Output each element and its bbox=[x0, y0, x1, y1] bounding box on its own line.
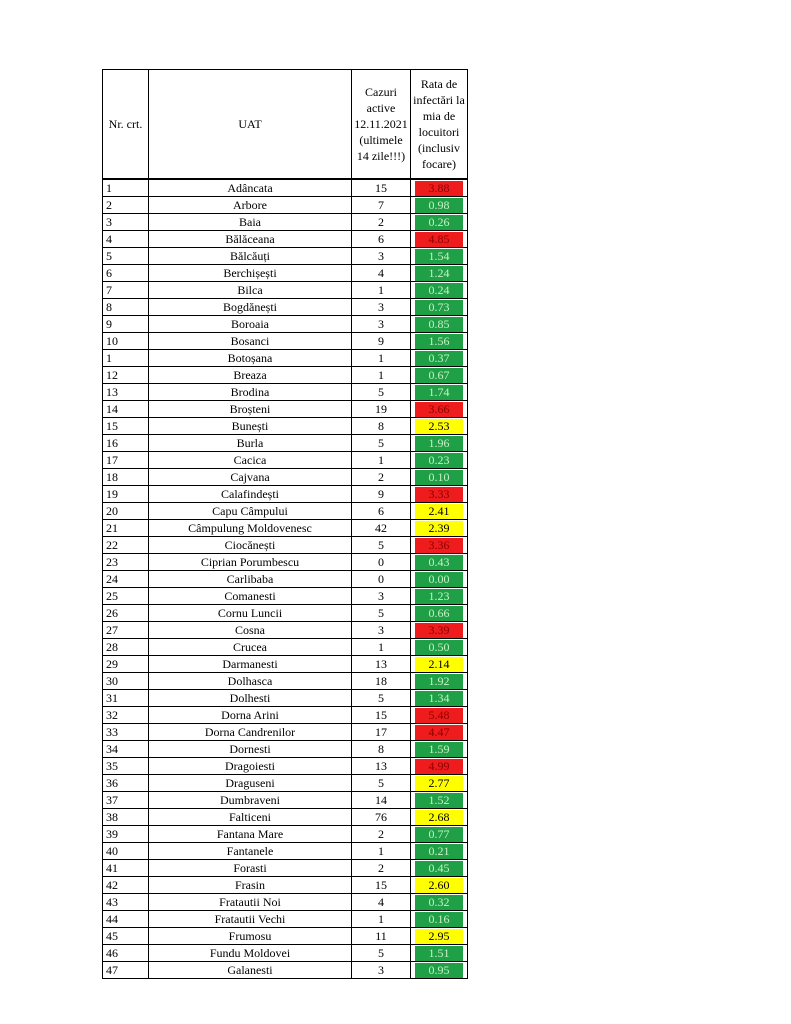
row-number: 7 bbox=[103, 282, 149, 299]
row-number: 34 bbox=[103, 741, 149, 758]
active-cases: 2 bbox=[352, 826, 411, 843]
uat-name: Cajvana bbox=[149, 469, 352, 486]
infection-rate-value: 2.77 bbox=[415, 776, 463, 791]
table-header bbox=[103, 70, 468, 180]
active-cases: 5 bbox=[352, 537, 411, 554]
row-number: 43 bbox=[103, 894, 149, 911]
active-cases: 3 bbox=[352, 622, 411, 639]
infection-rate-cell bbox=[411, 945, 468, 962]
active-cases: 5 bbox=[352, 384, 411, 401]
row-number: 41 bbox=[103, 860, 149, 877]
row-number: 14 bbox=[103, 401, 149, 418]
uat-name: Ciocănești bbox=[149, 537, 352, 554]
table-row bbox=[103, 418, 468, 435]
row-number: 15 bbox=[103, 418, 149, 435]
uat-name: Bălăceana bbox=[149, 231, 352, 248]
table-row bbox=[103, 231, 468, 248]
uat-name: Dragoiesti bbox=[149, 758, 352, 775]
infection-rate-value: 0.77 bbox=[415, 827, 463, 842]
active-cases: 5 bbox=[352, 945, 411, 962]
infection-rate-cell bbox=[411, 401, 468, 418]
infection-rate-value: 1.96 bbox=[415, 436, 463, 451]
infection-rate-value: 2.68 bbox=[415, 810, 463, 825]
infection-rate-cell bbox=[411, 843, 468, 860]
infection-rate-value: 0.98 bbox=[415, 198, 463, 213]
active-cases: 4 bbox=[352, 894, 411, 911]
infection-rate-value: 0.43 bbox=[415, 555, 463, 570]
active-cases: 1 bbox=[352, 452, 411, 469]
active-cases: 2 bbox=[352, 469, 411, 486]
table-row bbox=[103, 452, 468, 469]
infection-rate-value: 1.74 bbox=[415, 385, 463, 400]
active-cases: 5 bbox=[352, 775, 411, 792]
infection-rate-value: 3.36 bbox=[415, 538, 463, 553]
infection-rate-cell bbox=[411, 707, 468, 724]
infection-rate-value: 0.24 bbox=[415, 283, 463, 298]
active-cases: 1 bbox=[352, 843, 411, 860]
infection-rate-cell bbox=[411, 758, 468, 775]
active-cases: 1 bbox=[352, 639, 411, 656]
infection-rate-cell bbox=[411, 316, 468, 333]
uat-name: Cacica bbox=[149, 452, 352, 469]
infection-rate-cell bbox=[411, 435, 468, 452]
row-number: 37 bbox=[103, 792, 149, 809]
row-number: 5 bbox=[103, 248, 149, 265]
active-cases: 14 bbox=[352, 792, 411, 809]
uat-name: Capu Câmpului bbox=[149, 503, 352, 520]
row-number: 8 bbox=[103, 299, 149, 316]
table-row bbox=[103, 282, 468, 299]
infection-rate-cell bbox=[411, 571, 468, 588]
row-number: 25 bbox=[103, 588, 149, 605]
infection-rate-cell bbox=[411, 214, 468, 231]
uat-name: Bogdănești bbox=[149, 299, 352, 316]
table-row bbox=[103, 860, 468, 877]
active-cases: 13 bbox=[352, 656, 411, 673]
infection-rate-cell bbox=[411, 639, 468, 656]
header-active-cases: Cazuri active 12.11.2021 (ultimele 14 zile!!!) bbox=[352, 70, 411, 180]
row-number: 46 bbox=[103, 945, 149, 962]
row-number: 47 bbox=[103, 962, 149, 979]
row-number: 31 bbox=[103, 690, 149, 707]
header-row bbox=[103, 70, 468, 180]
infection-rate-cell bbox=[411, 231, 468, 248]
infection-rate-cell bbox=[411, 367, 468, 384]
active-cases: 1 bbox=[352, 911, 411, 928]
active-cases: 19 bbox=[352, 401, 411, 418]
active-cases: 15 bbox=[352, 877, 411, 894]
infection-rate-cell bbox=[411, 350, 468, 367]
infection-rate-value: 2.53 bbox=[415, 419, 463, 434]
table-row bbox=[103, 571, 468, 588]
uat-name: Broșteni bbox=[149, 401, 352, 418]
active-cases: 6 bbox=[352, 231, 411, 248]
table-row bbox=[103, 945, 468, 962]
uat-name: Baia bbox=[149, 214, 352, 231]
infection-rate-value: 2.39 bbox=[415, 521, 463, 536]
table-row bbox=[103, 605, 468, 622]
uat-name: Darmanesti bbox=[149, 656, 352, 673]
infection-rate-value: 3.33 bbox=[415, 487, 463, 502]
infection-rate-value: 0.10 bbox=[415, 470, 463, 485]
infection-rate-cell bbox=[411, 554, 468, 571]
row-number: 23 bbox=[103, 554, 149, 571]
table-row bbox=[103, 316, 468, 333]
table-row bbox=[103, 894, 468, 911]
table-row bbox=[103, 537, 468, 554]
active-cases: 18 bbox=[352, 673, 411, 690]
uat-name: Fantanele bbox=[149, 843, 352, 860]
row-number: 42 bbox=[103, 877, 149, 894]
row-number: 26 bbox=[103, 605, 149, 622]
infection-rate-cell bbox=[411, 775, 468, 792]
uat-name: Bosanci bbox=[149, 333, 352, 350]
table-row bbox=[103, 639, 468, 656]
table-row bbox=[103, 469, 468, 486]
uat-name: Bunești bbox=[149, 418, 352, 435]
uat-name: Dolhasca bbox=[149, 673, 352, 690]
active-cases: 1 bbox=[352, 350, 411, 367]
active-cases: 76 bbox=[352, 809, 411, 826]
infection-rate-cell bbox=[411, 486, 468, 503]
infection-rate-cell bbox=[411, 265, 468, 282]
uat-name: Botoșana bbox=[149, 350, 352, 367]
row-number: 20 bbox=[103, 503, 149, 520]
infection-rate-cell bbox=[411, 962, 468, 979]
row-number: 45 bbox=[103, 928, 149, 945]
uat-name: Cornu Luncii bbox=[149, 605, 352, 622]
infection-rate-value: 0.00 bbox=[415, 572, 463, 587]
infection-rate-value: 0.85 bbox=[415, 317, 463, 332]
table-row bbox=[103, 809, 468, 826]
active-cases: 15 bbox=[352, 707, 411, 724]
table-row bbox=[103, 826, 468, 843]
infection-rate-value: 0.23 bbox=[415, 453, 463, 468]
infection-rate-cell bbox=[411, 520, 468, 537]
infection-rate-value: 0.45 bbox=[415, 861, 463, 876]
infection-rate-value: 0.21 bbox=[415, 844, 463, 859]
row-number: 40 bbox=[103, 843, 149, 860]
uat-name: Falticeni bbox=[149, 809, 352, 826]
infection-rate-value: 4.99 bbox=[415, 759, 463, 774]
infection-rate-cell bbox=[411, 503, 468, 520]
infection-rate-value: 1.51 bbox=[415, 946, 463, 961]
uat-name: Galanesti bbox=[149, 962, 352, 979]
table-row bbox=[103, 622, 468, 639]
active-cases: 7 bbox=[352, 197, 411, 214]
uat-name: Forasti bbox=[149, 860, 352, 877]
table-row bbox=[103, 911, 468, 928]
table-body bbox=[103, 179, 468, 979]
uat-name: Frasin bbox=[149, 877, 352, 894]
header-nr: Nr. crt. bbox=[103, 70, 149, 180]
infection-rate-cell bbox=[411, 418, 468, 435]
uat-name: Brodina bbox=[149, 384, 352, 401]
infection-rate-value: 0.32 bbox=[415, 895, 463, 910]
table-row bbox=[103, 707, 468, 724]
infection-rate-value: 1.23 bbox=[415, 589, 463, 604]
row-number: 24 bbox=[103, 571, 149, 588]
active-cases: 9 bbox=[352, 333, 411, 350]
infection-rate-cell bbox=[411, 469, 468, 486]
infection-rate-cell bbox=[411, 179, 468, 197]
infection-rate-value: 0.67 bbox=[415, 368, 463, 383]
infection-rate-cell bbox=[411, 622, 468, 639]
table-row bbox=[103, 265, 468, 282]
table-row bbox=[103, 877, 468, 894]
infection-rate-value: 1.24 bbox=[415, 266, 463, 281]
infection-rate-value: 2.14 bbox=[415, 657, 463, 672]
infection-rate-cell bbox=[411, 792, 468, 809]
row-number: 39 bbox=[103, 826, 149, 843]
infection-rate-value: 4.47 bbox=[415, 725, 463, 740]
uat-name: Frumosu bbox=[149, 928, 352, 945]
uat-name: Bilca bbox=[149, 282, 352, 299]
uat-name: Carlibaba bbox=[149, 571, 352, 588]
infection-rate-cell bbox=[411, 877, 468, 894]
row-number: 22 bbox=[103, 537, 149, 554]
infection-rate-value: 1.52 bbox=[415, 793, 463, 808]
uat-name: Berchișești bbox=[149, 265, 352, 282]
table-row bbox=[103, 333, 468, 350]
table-row bbox=[103, 724, 468, 741]
active-cases: 3 bbox=[352, 588, 411, 605]
row-number: 10 bbox=[103, 333, 149, 350]
row-number: 2 bbox=[103, 197, 149, 214]
active-cases: 5 bbox=[352, 605, 411, 622]
infection-rate-cell bbox=[411, 656, 468, 673]
table-row bbox=[103, 775, 468, 792]
infection-rate-cell bbox=[411, 673, 468, 690]
infection-rate-cell bbox=[411, 537, 468, 554]
uat-name: Burla bbox=[149, 435, 352, 452]
table-row bbox=[103, 435, 468, 452]
row-number: 21 bbox=[103, 520, 149, 537]
table-row bbox=[103, 741, 468, 758]
infection-rate-value: 0.73 bbox=[415, 300, 463, 315]
row-number: 13 bbox=[103, 384, 149, 401]
infection-rate-value: 1.54 bbox=[415, 249, 463, 264]
infection-rate-cell bbox=[411, 894, 468, 911]
table-row bbox=[103, 179, 468, 197]
infection-rate-table bbox=[102, 69, 468, 979]
infection-rate-cell bbox=[411, 826, 468, 843]
row-number: 9 bbox=[103, 316, 149, 333]
row-number: 1 bbox=[103, 350, 149, 367]
active-cases: 2 bbox=[352, 214, 411, 231]
row-number: 12 bbox=[103, 367, 149, 384]
active-cases: 13 bbox=[352, 758, 411, 775]
infection-rate-value: 2.41 bbox=[415, 504, 463, 519]
row-number: 4 bbox=[103, 231, 149, 248]
row-number: 1 bbox=[103, 179, 149, 197]
infection-rate-value: 1.59 bbox=[415, 742, 463, 757]
table-row bbox=[103, 758, 468, 775]
infection-rate-value: 2.95 bbox=[415, 929, 463, 944]
active-cases: 1 bbox=[352, 367, 411, 384]
table-row bbox=[103, 367, 468, 384]
infection-rate-value: 1.34 bbox=[415, 691, 463, 706]
infection-rate-cell bbox=[411, 928, 468, 945]
active-cases: 0 bbox=[352, 554, 411, 571]
uat-name: Arbore bbox=[149, 197, 352, 214]
active-cases: 3 bbox=[352, 316, 411, 333]
infection-rate-value: 0.37 bbox=[415, 351, 463, 366]
infection-rate-cell bbox=[411, 299, 468, 316]
infection-rate-value: 4.85 bbox=[415, 232, 463, 247]
uat-name: Bălcăuți bbox=[149, 248, 352, 265]
uat-name: Câmpulung Moldovenesc bbox=[149, 520, 352, 537]
active-cases: 15 bbox=[352, 179, 411, 197]
uat-name: Fratautii Vechi bbox=[149, 911, 352, 928]
active-cases: 3 bbox=[352, 962, 411, 979]
uat-name: Fratautii Noi bbox=[149, 894, 352, 911]
table-row bbox=[103, 554, 468, 571]
table-row bbox=[103, 588, 468, 605]
table-row bbox=[103, 690, 468, 707]
infection-rate-cell bbox=[411, 282, 468, 299]
table-row bbox=[103, 214, 468, 231]
row-number: 30 bbox=[103, 673, 149, 690]
table-row bbox=[103, 792, 468, 809]
infection-rate-cell bbox=[411, 333, 468, 350]
active-cases: 17 bbox=[352, 724, 411, 741]
active-cases: 9 bbox=[352, 486, 411, 503]
table-row bbox=[103, 248, 468, 265]
uat-name: Draguseni bbox=[149, 775, 352, 792]
infection-rate-value: 3.39 bbox=[415, 623, 463, 638]
infection-rate-value: 0.50 bbox=[415, 640, 463, 655]
row-number: 44 bbox=[103, 911, 149, 928]
table-row bbox=[103, 384, 468, 401]
uat-name: Fantana Mare bbox=[149, 826, 352, 843]
uat-name: Comanesti bbox=[149, 588, 352, 605]
row-number: 32 bbox=[103, 707, 149, 724]
active-cases: 2 bbox=[352, 860, 411, 877]
active-cases: 8 bbox=[352, 418, 411, 435]
infection-rate-value: 5.48 bbox=[415, 708, 463, 723]
uat-name: Dornesti bbox=[149, 741, 352, 758]
row-number: 6 bbox=[103, 265, 149, 282]
table-row bbox=[103, 656, 468, 673]
infection-rate-cell bbox=[411, 741, 468, 758]
table-row bbox=[103, 843, 468, 860]
uat-name: Crucea bbox=[149, 639, 352, 656]
uat-name: Dorna Candrenilor bbox=[149, 724, 352, 741]
table-row bbox=[103, 197, 468, 214]
infection-rate-cell bbox=[411, 860, 468, 877]
infection-rate-value: 1.56 bbox=[415, 334, 463, 349]
infection-rate-cell bbox=[411, 605, 468, 622]
infection-rate-cell bbox=[411, 384, 468, 401]
row-number: 3 bbox=[103, 214, 149, 231]
uat-name: Dumbraveni bbox=[149, 792, 352, 809]
table-row bbox=[103, 673, 468, 690]
active-cases: 8 bbox=[352, 741, 411, 758]
infection-rate-cell bbox=[411, 248, 468, 265]
table-row bbox=[103, 486, 468, 503]
row-number: 28 bbox=[103, 639, 149, 656]
infection-rate-cell bbox=[411, 809, 468, 826]
active-cases: 5 bbox=[352, 435, 411, 452]
uat-name: Dorna Arini bbox=[149, 707, 352, 724]
row-number: 29 bbox=[103, 656, 149, 673]
infection-rate-value: 1.92 bbox=[415, 674, 463, 689]
uat-name: Calafindești bbox=[149, 486, 352, 503]
infection-rate-cell bbox=[411, 197, 468, 214]
infection-rate-value: 2.60 bbox=[415, 878, 463, 893]
active-cases: 0 bbox=[352, 571, 411, 588]
row-number: 27 bbox=[103, 622, 149, 639]
table-row bbox=[103, 962, 468, 979]
table-row bbox=[103, 299, 468, 316]
table-row bbox=[103, 503, 468, 520]
header-uat: UAT bbox=[149, 70, 352, 180]
uat-name: Cosna bbox=[149, 622, 352, 639]
uat-name: Dolhesti bbox=[149, 690, 352, 707]
infection-rate-value: 0.66 bbox=[415, 606, 463, 621]
active-cases: 3 bbox=[352, 248, 411, 265]
active-cases: 3 bbox=[352, 299, 411, 316]
infection-rate-cell bbox=[411, 724, 468, 741]
table-row bbox=[103, 350, 468, 367]
infection-rate-cell bbox=[411, 911, 468, 928]
infection-rate-value: 3.66 bbox=[415, 402, 463, 417]
uat-name: Breaza bbox=[149, 367, 352, 384]
active-cases: 5 bbox=[352, 690, 411, 707]
infection-rate-cell bbox=[411, 690, 468, 707]
row-number: 19 bbox=[103, 486, 149, 503]
uat-name: Fundu Moldovei bbox=[149, 945, 352, 962]
row-number: 17 bbox=[103, 452, 149, 469]
infection-rate-value: 3.88 bbox=[415, 181, 463, 196]
row-number: 18 bbox=[103, 469, 149, 486]
row-number: 36 bbox=[103, 775, 149, 792]
table-row bbox=[103, 520, 468, 537]
row-number: 38 bbox=[103, 809, 149, 826]
row-number: 16 bbox=[103, 435, 149, 452]
uat-name: Boroaia bbox=[149, 316, 352, 333]
uat-name: Ciprian Porumbescu bbox=[149, 554, 352, 571]
infection-rate-cell bbox=[411, 452, 468, 469]
header-infection-rate: Rata de infectări la mia de locuitori (inclusiv focare) bbox=[411, 70, 468, 180]
infection-rate-value: 0.95 bbox=[415, 963, 463, 978]
row-number: 35 bbox=[103, 758, 149, 775]
active-cases: 42 bbox=[352, 520, 411, 537]
infection-rate-cell bbox=[411, 588, 468, 605]
row-number: 33 bbox=[103, 724, 149, 741]
infection-rate-value: 0.16 bbox=[415, 912, 463, 927]
table-row bbox=[103, 401, 468, 418]
uat-name: Adâncata bbox=[149, 179, 352, 197]
active-cases: 6 bbox=[352, 503, 411, 520]
infection-rate-value: 0.26 bbox=[415, 215, 463, 230]
table-row bbox=[103, 928, 468, 945]
active-cases: 11 bbox=[352, 928, 411, 945]
active-cases: 1 bbox=[352, 282, 411, 299]
active-cases: 4 bbox=[352, 265, 411, 282]
